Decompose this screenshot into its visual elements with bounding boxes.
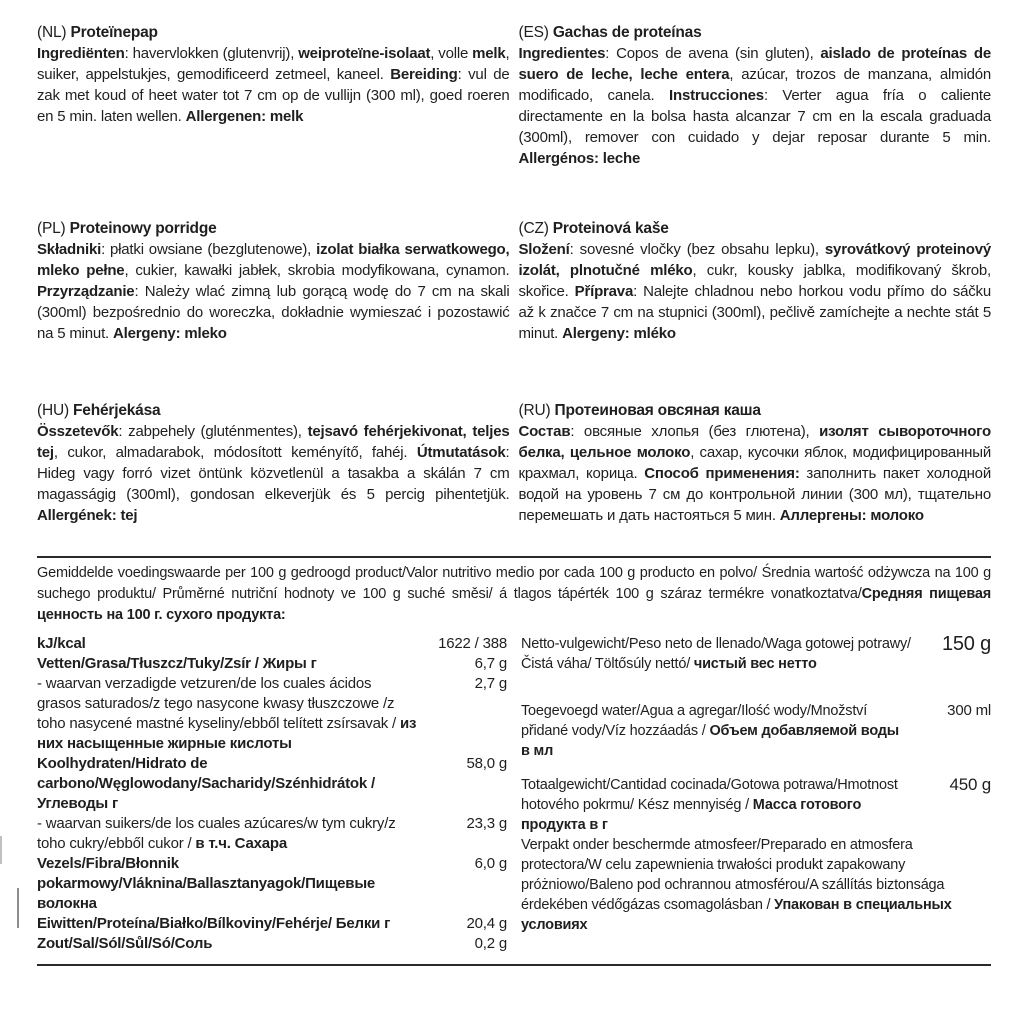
section-title <box>519 22 992 43</box>
row-label: - waarvan suikers/de los cuales azúcares/w tym cukry/z toho cukry/ebből cukor / в т.ч. Сахара <box>37 815 396 852</box>
product-name: Gachas de proteínas <box>552 24 702 41</box>
row-protective-atmosphere-note <box>521 835 991 935</box>
row-label: kJ/kcal <box>37 635 86 652</box>
language-code: (HU) <box>37 402 69 419</box>
section-title <box>37 22 510 43</box>
section-nl <box>37 22 510 169</box>
nutrition-row-carbohydrates <box>37 754 507 814</box>
row-value: 23,3 g <box>466 815 507 832</box>
label-row-2 <box>37 218 991 344</box>
language-code: (ES) <box>518 24 549 41</box>
section-body: Összetevők: zabpehely (gluténmentes), tejsavó fehérjekivonat, teljes tej, cukor, almadarabok, módosított keményítő, fahéj. Útmutatások: Hideg vagy forró vizet öntünk közvetlenül a tasakba a skálán 7 cm magasságig (300ml), gondosan elkeverjük és 5 percig pihentetjük. Allergének: tej <box>37 423 510 524</box>
nutrition-row-energy <box>37 634 507 654</box>
section-body: Состав: овсяные хлопья (без глютена), изолят сывороточного белка, цельное молоко, сахар, кусочки яблок, модифицированный крахмал, корица. Способ применения: заполнить пакет холодной водой на уровень 7 см до контрольной линии (300 мл), тщательно перемешать и дать настояться 5 мин. Аллергены: молоко <box>518 423 992 524</box>
row-label: Totaalgewicht/Cantidad cocinada/Gotowa potrawa/Hmotnost hotového pokrmu/ Kész mennyiség / Масса готового продукта в г <box>521 777 898 833</box>
section-body: Składniki: płatki owsiane (bezglutenowe), izolat białka serwatkowego, mleko pełne, cukier, kawałki jabłek, skrobia modyfikowana, cynamon. Przyrządzanie: Należy wlać zimną lub gorącą wodę do 7 cm na skali (300ml) bezpośrednio do woreczka, dokładnie wymieszać i pozostawić na 5 minut. Alergeny: mleko <box>37 241 510 342</box>
row-label: Netto-vulgewicht/Peso neto de llenado/Waga gotowej potrawy/Čistá váha/ Töltősúly nettó/ чистый вес нетто <box>521 636 911 672</box>
product-name: Протеиновая овсяная каша <box>554 402 761 419</box>
nutrition-row-sugars <box>37 814 507 854</box>
row-label: - waarvan verzadigde vetzuren/de los cuales ácidos grasos saturados/z tego nasycone kwasy tłuszczowe /z toho nasycené mastné kyseliny/ebből telített zsírsavak / из них насыщенные жирные кислоты <box>37 675 417 752</box>
row-value: 300 ml <box>947 702 991 719</box>
row-value: 0,2 g <box>474 935 507 952</box>
language-code: (CZ) <box>518 220 549 237</box>
row-added-water <box>521 701 991 761</box>
nutrition-row-fibre <box>37 854 507 914</box>
section-es <box>519 22 992 169</box>
row-value: 1622 / 388 <box>438 635 507 652</box>
row-label: Toegevoegd water/Agua a agregar/Ilość wody/Množství přidané vody/Víz hozzáadás / Объем добавляемой воды в мл <box>521 703 899 759</box>
section-body: Ingrediënten: havervlokken (glutenvrij), weiproteïne-isolaat, volle melk, suiker, appelstukjes, gemodificeerd zetmeel, kaneel. Bereiding: vul de zak met koud of heet water tot 7 cm op de vullijn (300 ml), goed roeren en 5 min. laten wellen. Allergenen: melk <box>37 45 510 125</box>
nutrition-row-fat <box>37 654 507 674</box>
row-value: 450 g <box>949 775 991 794</box>
section-body: Složení: sovesné vločky (bez obsahu lepku), syrovátkový proteinový izolát, plnotučné mléko, cukr, kousky jablka, modifikovaný škrob, skořice. Příprava: Nalejte chladnou nebo horkou vodu přímo do sáčku až k značce 7 cm na stupnici (300ml), pečlivě zamíchejte a nechte stát 5 minut. Alergeny: mléko <box>518 241 992 342</box>
row-label: Koolhydraten/Hidrato de carbono/Węglowodany/Sacharidy/Szénhidrátok / Углеводы г <box>37 755 375 812</box>
row-value: 6,0 g <box>474 855 507 872</box>
row-net-fill-weight <box>521 634 991 674</box>
section-body: Ingredientes: Copos de avena (sin gluten), aislado de proteínas de suero de leche, leche entera, azúcar, trozos de manzana, almidón modificado, canela. Instrucciones: Verter agua fría o caliente directamente en la bolsa hasta alcanzar 7 cm en la escala graduada (300ml), remover con cuidado y dejar reposar durante 5 min. Allergénos: leche <box>518 45 992 167</box>
print-crop-mark <box>17 888 19 928</box>
nutrition-row-salt <box>37 934 507 954</box>
product-name: Fehérjekása <box>73 402 161 419</box>
row-value: 58,0 g <box>466 755 507 772</box>
row-label: Vezels/Fibra/Błonnik pokarmowy/Vláknina/Ballasztanyagok/Пищевые волокна <box>37 855 376 912</box>
section-title <box>37 400 510 421</box>
nutrition-table-header: Gemiddelde voedingswaarde per 100 g gedroogd product/Valor nutritivo medio por cada 100 g producto en polvo/ Średnia wartość odżywcza na 100 g suchego produktu/ Průměrné nutriční hodnoty ve 100 g suché směsi/ á tlagos tápérték 100 g száraz termékre vonatkoztatva/Средняя пищевая ценность на 100 г. сухого продукта: <box>37 565 991 623</box>
label-row-1 <box>37 22 991 169</box>
nutrition-row-protein <box>37 914 507 934</box>
row-label: Eiwitten/Proteína/Białko/Bílkoviny/Fehérje/ Белки г <box>37 915 391 932</box>
row-value: 20,4 g <box>466 915 507 932</box>
section-cz <box>519 218 992 344</box>
print-crop-mark <box>0 836 2 864</box>
nutrition-values-column <box>37 634 507 954</box>
row-label: Verpakt onder beschermde atmosfeer/Preparado en atmosfera protectora/W celu zapewnienia trwałości produkt zapakowany próżniowo/Baleno pod ochrannou atmosférou/A szállítás biztonsága érdekében védőgázas csomagolásban / Упакован в специальных условиях <box>521 837 952 933</box>
row-value: 150 g <box>941 633 991 655</box>
preparation-weights-column <box>521 634 991 954</box>
language-code: (PL) <box>37 220 66 237</box>
row-value: 6,7 g <box>474 655 507 672</box>
section-hu <box>37 400 510 526</box>
product-name: Proteinowy porridge <box>69 220 217 237</box>
row-total-weight <box>521 775 991 835</box>
nutrition-row-saturates <box>37 674 507 754</box>
nutrition-table <box>37 556 991 966</box>
product-name: Proteïnepap <box>70 24 158 41</box>
nutrition-columns <box>37 634 991 966</box>
label-row-3 <box>37 400 991 526</box>
section-title <box>519 218 992 239</box>
language-code: (RU) <box>518 402 551 419</box>
row-value: 2,7 g <box>474 675 507 692</box>
section-pl <box>37 218 510 344</box>
section-title <box>37 218 510 239</box>
row-label: Vetten/Grasa/Tłuszcz/Tuky/Zsír / Жиры г <box>37 655 317 672</box>
product-name: Proteinová kaše <box>552 220 669 237</box>
row-label: Zout/Sal/Sól/Sůl/Só/Соль <box>37 935 213 952</box>
language-code: (NL) <box>37 24 67 41</box>
section-title <box>519 400 992 421</box>
section-ru <box>519 400 992 526</box>
